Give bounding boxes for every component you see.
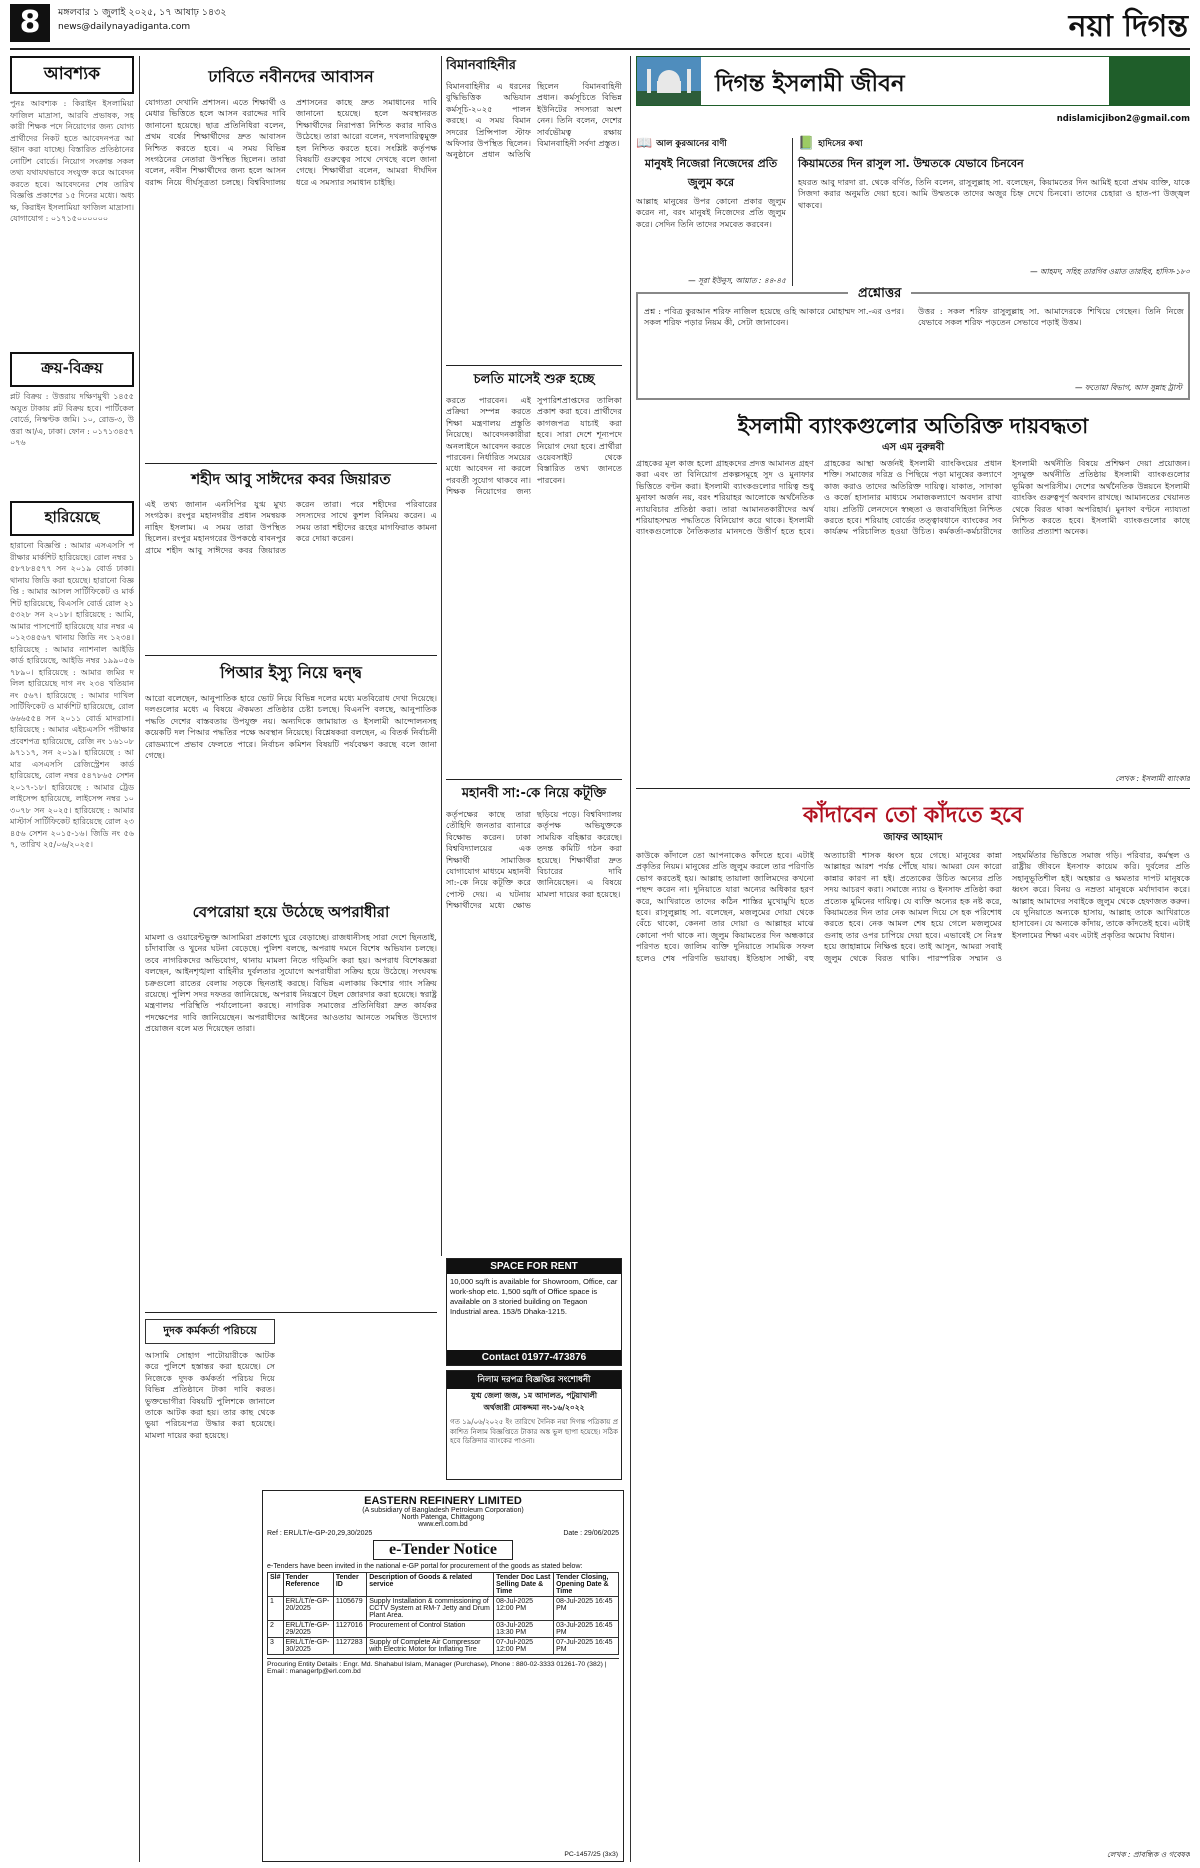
article-abason: যোগ্যতা দেখানি প্রশাসন। এতে শিক্ষার্থী ও মেধার ভিত্তিতে হলে আসন বরাদ্দের দাবি জানানো হয়েছে। ছাত্র প্রতিনিধিরা বলেন, প্রথম বর্ষের শিক্ষার্থীদের দ্রুত আবাসন নিশ্চিত করতে হবে। এ সময় বিভিন্ন সংগঠনের নেতারা উপস্থিত ছিলেন। তারা বলেন, নবীন শিক্ষার্থীদের জন্য হলে আসন বরাদ্দ নিয়ে দীর্ঘসূত্রতা চলছে। বিশ্ববিদ্যালয় প্রশাসনের কাছে দ্রুত সমাধানের দাবি জানানো হয়েছে। হলে অবস্থানরত শিক্ষার্থীদের নিরাপত্তা নিশ্চিত করার দাবিও উঠেছে। তারা আরো বলেন, দখলদারিত্বমুক্ত হল নিশ্চিত করতে হবে। সংশ্লিষ্ট কর্তৃপক্ষ বিষয়টি গুরুত্বের সাথে দেখছে বলে জানা গেছে। শিক্ষার্থীরা বলেন, আমরা দীর্ঘদিন ধরে এ সমস্যার সমাধান চাইছি। (145, 97, 437, 187)
bank-article: গ্রাহকের মূল কাজ হলো গ্রাহকদের প্রদত্ত আমানত গ্রহণ করা এবং তা বিনিয়োগ প্রকল্পসমূহে সুদ ও মুনাফার ভিত্তিতে বণ্টন করা। ইসলামী ব্যাংকগুলোর দায়িত্ব শুধু মুনাফা অর্জন নয়, বরং শরিয়াহর আলোকে অর্থনৈতিক ন্যায়বিচার প্রতিষ্ঠা করা। তারা আমানতকারীদের অর্থ শরিয়াহসম্মত পদ্ধতিতে বিনিয়োগ করে থাকে। ইসলামী ব্যাংকগুলোকে নৈতিকতার মানদণ্ডে উত্তীর্ণ হতে হবে। গ্রাহকের আস্থা অর্জনই ইসলামী ব্যাংকিংয়ের প্রধান শক্তি। সমাজের দরিদ্র ও পিছিয়ে পড়া মানুষের কল্যাণে কাজ করাও তাদের অতিরিক্ত দায়িত্ব। যাকাত, সাদাকা ও কর্জে হাসানার মাধ্যমে সমাজকল্যাণে অবদান রাখা যায়। প্রতিটি লেনদেনে স্বচ্ছতা ও জবাবদিহিতা নিশ্চিত করতে হবে। শরিয়াহ বোর্ডের তত্ত্বাবধানে ব্যাংকের সব কার্যক্রম পরিচালিত হওয়া উচিত। কর্মকর্তা-কর্মচারীদের ইসলামী অর্থনীতি বিষয়ে প্রশিক্ষণ দেয়া প্রয়োজন। সুদমুক্ত অর্থনীতি প্রতিষ্ঠায় ইসলামী ব্যাংকগুলোর ভূমিকা অপরিসীম। দেশের অর্থনৈতিক উন্নয়নে ইসলামী ব্যাংকিং গুরুত্বপূর্ণ অবদান রাখছে। আমানতের খেয়ানত থেকে বিরত থাকা অপরিহার্য। মুনাফা বণ্টনে ন্যায্যতা নিশ্চিত করতে হবে। ইসলামী ব্যাংকগুলোর কাছে জাতির প্রত্যাশা অনেক। (636, 458, 1190, 537)
bank-author: এস এম নুরুন্নবী (881, 442, 945, 453)
headline-abason: ঢাবিতে নবীনদের আবাসন (208, 67, 374, 86)
article-pr: আরো বলেছেন, আনুপাতিক হারে ভোট নিয়ে বিভিন্ন দলের মধ্যে মতবিরোধ দেখা দিয়েছে। দলগুলোর মধ্যে এ বিষয়ে ঐকমত্য প্রতিষ্ঠার চেষ্টা চলছে। বিএনপি বলছে, আনুপাতিক পদ্ধতি দেশের বাস্তবতায় উপযুক্ত নয়। অন্যদিকে জামায়াত ও ইসলামী আন্দোলনসহ কয়েকটি দল পিআর পদ্ধতির পক্ষে অবস্থান নিয়েছে। বিশ্লেষকরা বলছেন, এ বিতর্ক নির্বাচনী রোডম্যাপে প্রভাব ফেলতে পারে। নির্বাচন কমিশন বিষয়টি পর্যবেক্ষণ করছে বলে জানা গেছে। (145, 693, 437, 761)
header-date: মঙ্গলবার ১ জুলাই ২০২৫, ১৭ আষাঢ় ১৪৩২ (58, 7, 227, 18)
hadith-heading: কিয়ামতের দিন রাসুল সা. উম্মতকে যেভাবে চিনবেন (798, 157, 1024, 170)
headline-sayeed: শহীদ আবু সাঈদের কবর জিয়ারত (191, 470, 391, 488)
quran-book-icon: 📖 (636, 136, 653, 151)
cell: ERL/LT/e-GP-29/2025 (283, 1621, 333, 1638)
headline-mahanabi: মহানবী সা:-কে নিয়ে কটূক্তি (461, 786, 607, 801)
tender-col-header: Sl# (268, 1573, 284, 1597)
cell: 1127016 (333, 1621, 366, 1638)
cell: 03-Jul-2025 16:45 PM (554, 1621, 619, 1638)
headline-dudok: দুদক কর্মকর্তা পরিচয়ে (145, 1319, 275, 1344)
qa-title: প্রশ্নোত্তর (848, 284, 911, 305)
quran-text: আল্লাহ মানুষের উপর কোনো প্রকার জুলুম করেন না, বরং মানুষই নিজেদের প্রতি জুলুম করে। সেদিন তিনি তাদের সমবেত করবেন। (636, 196, 786, 229)
cell: Supply Installation & commissioning of CCTV System at RM-7 Jetty and Drum Plant Area. (367, 1597, 494, 1621)
cell: 07-Jul-2025 16:45 PM (554, 1638, 619, 1655)
tender-col-header: Tender Reference (283, 1573, 333, 1597)
header-email[interactable]: news@dailynayadiganta.com (58, 22, 191, 32)
cell: Procurement of Control Station (367, 1621, 494, 1638)
e-tender-notice (262, 1490, 624, 1862)
article-aporadhi: মামলা ও ওয়ারেন্টভুক্ত আসামিরা প্রকাশ্যে ঘুরে বেড়াচ্ছে। রাজধানীসহ সারা দেশে ছিনতাই, চাঁদাবাজি ও খুনের ঘটনা বেড়েছে। পুলিশ বলছে, অপরাধ দমনে বিশেষ অভিযান চলছে। তবে নাগরিকদের অভিযোগ, থানায় মামলা নিতে গড়িমসি করা হয়। অপরাধ বিশেষজ্ঞরা বলছেন, আইনশৃঙ্খলা বাহিনীর দুর্বলতার সুযোগে অপরাধীরা সক্রিয় হয়ে উঠেছে। সংঘবদ্ধ চক্রগুলো রাতের বেলায় সড়কে ছিনতাই করছে। বিভিন্ন এলাকায় কিশোর গ্যাং সক্রিয় রয়েছে। পুলিশ সদর দফতর জানিয়েছে, অপরাধ নিয়ন্ত্রণে টহল জোরদার করা হয়েছে। স্বরাষ্ট্র মন্ত্রণালয় পরিস্থিতি পর্যালোচনা করছে। নাগরিক সমাজের প্রতিনিধিরা দ্রুত কার্যকর পদক্ষেপের দাবি জানিয়েছেন। অপরাধীদের আইনের আওতায় আনতে সমন্বিত উদ্যোগ প্রয়োজন বলে মত দিয়েছেন তারা। (145, 932, 437, 1034)
section-title: দিগন্ত ইসলামী জীবন (715, 71, 905, 97)
table-row (268, 1597, 619, 1621)
kadabe-article: কাউকে কাঁদালে তো আপনাকেও কাঁদতে হবে। এটাই প্রকৃতির নিয়ম। মানুষের প্রতি জুলুম করলে তার পরিণতি ভোগ করতেই হয়। আল্লাহ তায়ালা জালিমদের কখনো পছন্দ করেন না। দুনিয়াতে যারা অন্যের অধিকার হরণ করে, আখিরাতে তাদের কঠিন শাস্তির মুখোমুখি হতে হবে। রাসুলুল্লাহ সা. বলেছেন, মজলুমের দোয়া থেকে বেঁচে থাকো, কেননা তার দোয়া ও আল্লাহর মাঝে কোনো পর্দা থাকে না। জুলুম কিয়ামতের দিন অন্ধকারে পরিণত হবে। জালিম ব্যক্তি দুনিয়াতে সাময়িক সফল হলেও শেষ পরিণতি ভয়াবহ। ইতিহাস সাক্ষী, বহু অত্যাচারী শাসক ধ্বংস হয়ে গেছে। মানুষের কান্না আল্লাহর আরশ পর্যন্ত পৌঁছে যায়। আমরা যেন কারো কান্নার কারণ না হই। প্রত্যেকের উচিত অন্যের প্রতি সদয় আচরণ করা। সমাজে ন্যায় ও ইনসাফ প্রতিষ্ঠা করা প্রত্যেক মুমিনের দায়িত্ব। যে ব্যক্তি অন্যের হক নষ্ট করে, কিয়ামতের দিন তার নেক আমল দিয়ে সে হক পরিশোধ করতে হবে। নেক আমল শেষ হয়ে গেলে মজলুমের গুনাহ তার ওপর চাপিয়ে দেয়া হবে। এভাবেই সে নিঃস্ব হয়ে জাহান্নামে নিক্ষিপ্ত হবে। তাই আসুন, আমরা সবাই জুলুম থেকে বিরত থাকি। পারস্পরিক সম্মান ও সহমর্মিতার ভিত্তিতে সমাজ গড়ি। পরিবার, কর্মস্থল ও রাষ্ট্রীয় জীবনে ইনসাফ কায়েম করি। দুর্বলের প্রতি সহানুভূতিশীল হই। অহঙ্কার ও ক্ষমতার দাপট মানুষকে ধ্বংস করে। বিনয় ও নম্রতা মানুষকে মর্যাদাবান করে। আল্লাহ আমাদের সবাইকে জুলুম থেকে হেফাজত করুন। যে দুনিয়াতে অন্যকে হাসায়, আল্লাহ তাকে আখিরাতে হাসাবেন। যে অন্যকে কাঁদায়, তাকে কাঁদতেই হবে। এটাই ইসলামের শিক্ষা এবং এটাই প্রকৃতির অমোঘ বিধান। (636, 850, 1190, 963)
tender-company-sub: (A subsidiary of Bangladesh Petroleum Corporation) (362, 1507, 524, 1514)
nilam-title: নিলাম দরপত্র বিজ্ঞপ্তির সংশোধনী (447, 1371, 621, 1389)
table-row (268, 1638, 619, 1655)
islamic-life-section (636, 56, 1190, 1864)
article-sayeed: এই তথ্য জানান এনসিপির যুগ্ম মুখ্য সংগঠক। রংপুর মহানগরীর প্রধান সমন্বয়ক নাহিদ ইসলাম। এ সময় তারা উপস্থিত ছিলেন। রংপুর মহানগরের উপকণ্ঠে বাবনপুর গ্রামে শহীদ আবু সাঈদের কবর জিয়ারত করেন তারা। পরে শহীদের পরিবারের সদস্যদের সাথে কুশল বিনিময় করেন। এ সময় তারা শহীদের রূহের মাগফিরাত কামনা করে দোয়া করেন। (145, 499, 437, 555)
bank-writer: লেখক : ইসলামী ব্যাংকার (1115, 774, 1190, 783)
nilam-sub2: অর্থজারী মোকদ্দমা নং-১৬/২০২২ (483, 1403, 585, 1412)
table-row (268, 1621, 619, 1638)
cell: 3 (268, 1638, 284, 1655)
nilam-sub1: যুগ্ম জেলা জজ, ১ম আদালত, পটুয়াখালী (471, 1391, 597, 1400)
hadith-text: হযরত আবু দারদা রা. থেকে বর্ণিত, তিনি বলেন, রাসুলুল্লাহ সা. বলেছেন, কিয়ামতের দিন আমিই হবো প্রথম ব্যক্তি, যাকে সিজদা করার অনুমতি দেয়া হবে। আমি উম্মতকে তাদের অজুর চিহ্ন দেখে চিনবো। তাদের চেহারা ও হাত-পা উজ্জ্বল থাকবে। (798, 177, 1190, 210)
tender-intro: e-Tenders have been invited in the national e-GP portal for procurement of the goods as stated below: (267, 1563, 583, 1570)
classified-text: পুনঃ আবশ্যক : কিরাইন ইসলামিয়া ফাজিল মাদ্রাসা, আরবি প্রভাষক, সহকারী শিক্ষক পদে নিয়োগের জন্য যোগ্য প্রার্থীদের নিকট হতে আবেদনপত্র আহ্বান করা যাচ্ছে। বিস্তারিত প্রতিষ্ঠানের নোটিশ বোর্ডে। নিয়োগ সংক্রান্ত সকল তথ্য যথাযথভাবে সংযুক্ত করে আবেদন করতে হবে। আবেদনের শেষ তারিখ বিজ্ঞপ্তি প্রকাশের ১৫ দিনের মধ্যে। অধ্যক্ষ, কিরাইন ইসলামিয়া ফাজিল মাদ্রাসা। যোগাযোগ : ০১৭১৫০০০০০০ (10, 99, 134, 223)
article-mahanabi: কর্তৃপক্ষের কাছে তারা তৌহিদি জনতার ব্যানারে বিক্ষোভ করেন। ঢাকা বিশ্ববিদ্যালয়ের এক শিক্ষার্থী সামাজিক যোগাযোগ মাধ্যমে মহানবী সা:-কে নিয়ে কটূক্তি করে পোস্ট দেয়। এ ঘটনায় শিক্ষার্থীদের মধ্যে ক্ষোভ ছড়িয়ে পড়ে। বিশ্ববিদ্যালয় কর্তৃপক্ষ অভিযুক্তকে সাময়িক বহিষ্কার করেছে। তদন্ত কমিটি গঠন করা হয়েছে। শিক্ষার্থীরা দ্রুত বিচারের দাবি জানিয়েছেন। এ বিষয়ে মামলা দায়ের করা হয়েছে। (446, 809, 622, 911)
newspaper-logo: নয়া দিগন্ত (1068, 9, 1188, 44)
tender-title: e-Tender Notice (373, 1540, 513, 1560)
qa-box (636, 286, 1190, 400)
ad-body: 10,000 sq/ft is available for Showroom, Office, car work-shop etc. 1,500 sq/ft of Office space is available on 3 storied building on Tegaon Industrial area. 153/5 Dhaka-1215. (450, 1277, 618, 1316)
mosque-icon (637, 57, 701, 105)
cell: 08-Jul-2025 16:45 PM (554, 1597, 619, 1621)
tender-place: North Patenga, Chittagong (401, 1514, 485, 1521)
article-biman: বিমানবাহিনীর এ ধরনের বুদ্ধিভিত্তিক অভিযান কর্মসূচি-২০২৫ পালন করছে। এ সময় বিমান সদরের প্রিন্সিপাল স্টাফ অফিসার উপস্থিত ছিলেন। অনুষ্ঠানে প্রধান অতিথি ছিলেন বিমানবাহিনী প্রধান। কর্মসূচিতে বিভিন্ন ইউনিটের সদস্যরা অংশ নেন। তিনি বলেন, দেশের সার্বভৌমত্ব রক্ষায় বিমানবাহিনী সর্বদা প্রস্তুত। (446, 81, 622, 160)
article-choloti: করতে পারবেন। এই প্রক্রিয়া সম্পন্ন করতে শিক্ষা মন্ত্রণালয় প্রস্তুতি নিয়েছে। আবেদনকারীরা অনলাইনে আবেদন করতে পারবেন। নির্ধারিত সময়ের মধ্যে আবেদন না করলে পরবর্তী সুযোগ থাকবে না। শিক্ষক নিয়োগের জন্য সুপারিশপ্রাপ্তদের তালিকা প্রকাশ করা হবে। প্রার্থীদের কাগজপত্র যাচাই করা হবে। সারা দেশে শূন্যপদে নিয়োগ দেয়া হবে। প্রার্থীরা ওয়েবসাইট থেকে বিস্তারিত তথ্য জানতে পারবেন। (446, 395, 622, 497)
quran-heading: মানুষই নিজেরা নিজেদের প্রতি জুলুম করে (644, 157, 778, 189)
qa-answer: উত্তর : সকল শরিফ রাসুলুল্লাহ সা. আমাদেরকে শিখিয়ে গেছেন। তিনি নিজে যেভাবে সকল শরিফ পড়তেন সেভাবে পড়াই উত্তম। (918, 306, 1184, 328)
qa-ans-ref: — ফতোয়া বিভাগ, আস সুন্নাহ ট্রাস্ট (1074, 383, 1182, 392)
kadabe-writer: লেখক : প্রাবন্ধিক ও গবেষক (1106, 1850, 1190, 1859)
headline-biman: বিমানবাহিনীর (446, 58, 516, 73)
quran-block (636, 136, 786, 286)
cell: 03-Jul-2025 13:30 PM (494, 1621, 554, 1638)
kroy-bikroy-heading: ক্রয়-বিক্রয় (10, 352, 134, 387)
classified-text: প্লট বিক্রয় : উত্তরায় দক্ষিণমুখী ১৪৫৫ অযুত টাকায় প্লট বিক্রয় হবে। পার্টিকেল বোর্ডে, নিস্কণ্টক জমি। ১০, রোড-৩, উত্তরা আ/এ, ঢাকা। ফোন : ০১৭১৩৪৫৭০৭৬ (10, 392, 134, 447)
article-dudok: আসামি সোহাগ পাটোয়ারীকে আটক করে পুলিশে হস্তান্তর করা হয়েছে। সে নিজেকে দুদক কর্মকর্তা পরিচয় দিয়ে বিভিন্ন প্রতিষ্ঠানে টাকা দাবি করত। ভুক্তভোগীরা বিষয়টি পুলিশকে জানালে তাকে আটক করা হয়। তার কাছ থেকে ভুয়া পরিচয়পত্র উদ্ধার করা হয়েছে। মামলা দায়ের করা হয়েছে। (145, 1350, 275, 1440)
tender-col-header: Tender ID (333, 1573, 366, 1597)
kadabe-heading: কাঁদাবেন তো কাঁদতে হবে (802, 803, 1024, 828)
cell: 07-Jul-2025 12:00 PM (494, 1638, 554, 1655)
tender-date: Date : 29/06/2025 (563, 1530, 619, 1537)
headline-pr: পিআর ইস্যু নিয়ে দ্বন্দ্ব (220, 663, 362, 682)
hadith-label: হাদিসের কথা (818, 138, 863, 149)
bank-heading: ইসলামী ব্যাংকগুলোর অতিরিক্ত দায়বদ্ধতা (737, 414, 1089, 438)
news-column-3 (446, 56, 622, 1256)
tender-ref: Ref : ERL/LT/e-GP-20,29,30/2025 (267, 1530, 373, 1537)
hadith-book-icon: 📗 (798, 136, 815, 151)
cell: 2 (268, 1621, 284, 1638)
hadith-block (798, 136, 1190, 286)
classifieds-column (10, 56, 134, 1864)
cell: 08-Jul-2025 12:00 PM (494, 1597, 554, 1621)
space-for-rent-ad (446, 1258, 622, 1366)
kadabe-author: জাফর আহমাদ (883, 832, 943, 843)
quran-ref: — সূরা ইউনুস, আয়াত : ৪৪-৪৫ (688, 276, 786, 285)
tender-pc: PC-1457/25 (3x3) (564, 1851, 618, 1858)
tender-col-header: Tender Doc Last Selling Date & Time (494, 1573, 554, 1597)
headline-aporadhi: বেপরোয়া হয়ে উঠেছে অপরাধীরা (192, 903, 390, 921)
cell: 1127283 (333, 1638, 366, 1655)
hariyeche-heading: হারিয়েছে (10, 501, 134, 536)
section-banner (636, 56, 1190, 106)
tender-web[interactable]: www.erl.com.bd (418, 1521, 468, 1528)
cell: ERL/LT/e-GP-20/2025 (283, 1597, 333, 1621)
section-email[interactable]: ndislamicjibon2@gmail.com (1056, 114, 1190, 124)
aboshok-heading: আবশ্যক (10, 56, 134, 94)
tender-col-header: Tender Closing, Opening Date & Time (554, 1573, 619, 1597)
headline-choloti: চলতি মাসেই শুরু হচ্ছে (473, 372, 595, 387)
page-header (0, 0, 1200, 46)
ad-contact: Contact 01977-473876 (447, 1350, 621, 1365)
qa-question: প্রশ্ন : পবিত্র কুরআন শরিফ নাজিল হয়েছে ওহি আকারে মোহাম্মদ সা.-এর ওপর। সকল শরিফ পড়ার নিয়ম কী, সেটা জানাবেন। (644, 306, 904, 328)
tender-footer: Procuring Entity Details : Engr. Md. Shahabul Islam, Manager (Purchase), Phone : 880-02-3333 01261-70 (382) | Email : managerfp@erl.com.bd (267, 1658, 619, 1675)
hadith-ref: — আহমদ, সহিহ তারগিব ওয়াত তারহিব, হাদিস-১৮০ (1030, 267, 1190, 276)
tender-company: EASTERN REFINERY LIMITED (364, 1495, 522, 1507)
ad-title: SPACE FOR RENT (447, 1259, 621, 1274)
quran-label: আল কুরআনের বাণী (656, 138, 727, 149)
classified-text: হারানো বিজ্ঞপ্তি : আমার এসএসসি পরীক্ষার মার্কশিট হারিয়েছে। রোল নম্বর ১৫৮৭৮৪৫৭৭ সন ২০১৯ বোর্ড ঢাকা। থানায় জিডি করা হয়েছে। হারানো বিজ্ঞপ্তি : আমার আসল সার্টিফিকেট ও মার্কশিট হারিয়েছে, বিএসসি বোর্ড রোল ২১৫৩২৮ সন ২০১৮। হারিয়েছে : আমি, আমার পাসপোর্ট হারিয়েছে যার নম্বর এ০১২৩৪৫৬৭ থানায় জিডি নং ১২৩৪। হারিয়েছে : আমার ন্যাশনাল আইডি কার্ড হারিয়েছে, আইডি নম্বর ১৯৯০৫৬৭৮৯০। হারিয়েছে : আমার জমির দলিল হারিয়েছে দাগ নং ২৩৪ খতিয়ান নং ৫৬৭। হারিয়েছে : আমার দাখিল সার্টিফিকেট ও মার্কশিট হারিয়েছে, রোল ৬৬৬৫৫৪ সন ২০১১ বোর্ড মাদরাসা। হারিয়েছে : আমার এইচএসসি পরীক্ষার প্রবেশপত্র হারিয়েছে, রেজি নং ১৬১০৮৯৭১১৭, সন ২০১৯। হারিয়েছে : আমার এসএসসি রেজিস্ট্রেশন কার্ড হারিয়েছে, রোল নম্বর ৫৪৭৮৬৫ সেশন ২০১৭-১৮। হারিয়েছে : আমার ট্রেড লাইসেন্স হারিয়েছে, লাইসেন্স নম্বর ১০৩০৭৮ সন ২০২৫। হারিয়েছে : আমার মাস্টার্স সার্টিফিকেট হারিয়েছে রোল ২৩৪৫৬ সেশন ২০১৫-১৬। জিডি নং ৫৬৭, তারিখ ২৫/০৬/২০২৫। (10, 541, 134, 849)
tender-table (267, 1572, 619, 1655)
cell: ERL/LT/e-GP-30/2025 (283, 1638, 333, 1655)
tender-col-header: Description of Goods & related service (367, 1573, 494, 1597)
section-green-bar (1109, 57, 1189, 105)
page-number-box: 8 (10, 4, 50, 42)
cell: 1105679 (333, 1597, 366, 1621)
nilam-body: গত ১৯/০৬/২০২৫ ইং তারিখে দৈনিক নয়া দিগন্ত পত্রিকায় প্রকাশিত নিলাম বিজ্ঞপ্তিতে টাকার অঙ্ক ভুল ছাপা হয়েছে। সঠিক হবে ডিক্রিদার ব্যাংকের পাওনা। (450, 1418, 618, 1445)
nilam-ad (446, 1370, 622, 1480)
cell: Supply of Complete Air Compressor with Electric Motor for Inflating Tire (367, 1638, 494, 1655)
cell: 1 (268, 1597, 284, 1621)
